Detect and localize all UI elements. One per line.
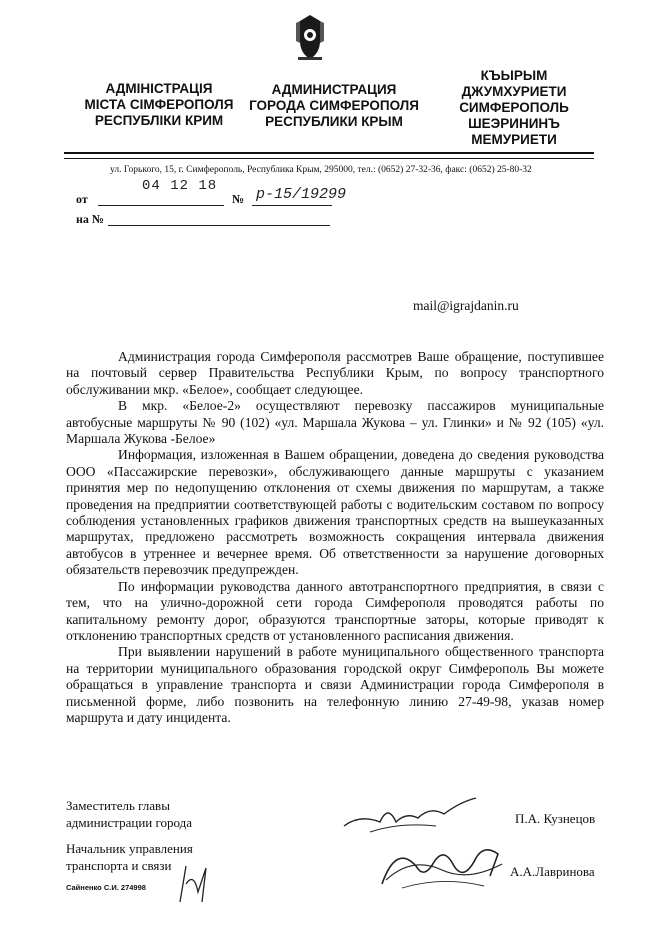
date-line (98, 205, 224, 206)
reply-to-label: на № (76, 212, 104, 226)
organization-address: ул. Горького, 15, г. Симферополь, Республика Крым, 295000, тел.: (0652) 27-32-36, факс: (0652) 25-80-32 (110, 165, 532, 175)
first-signature-image (340, 792, 480, 840)
body-paragraph: Администрация города Симферополя рассмотрев Ваше обращение, поступившее на почтовый сервер Правительства Республики Крым, по вопросу транспортного обслуживании мкр. «Белое», сообщает следующее. (66, 349, 604, 397)
header-ukrainian: АДМІНІСТРАЦІЯ МІСТА СІМФЕРОПОЛЯ РЕСПУБЛІКИ КРИМ (84, 81, 234, 128)
second-signatory-title: Начальник управления транспорта и связи (66, 841, 193, 873)
number-line (252, 205, 332, 206)
letter-number: р-15/19299 (256, 186, 347, 203)
recipient-email: mail@igrajdanin.ru (413, 298, 519, 313)
body-paragraph: По информации руководства данного автотранспортного предприятия, в связи с тем, что на улично-дорожной сети города Симферополя проводятся работы по капитальному ремонту дорог, образуются транспортные заторы, которые приводят к отклонению транспортных средств от установленного расписания движения. (66, 578, 604, 643)
number-label: № (232, 192, 245, 206)
letter-date: 04 12 18 (142, 178, 218, 194)
from-label: от (76, 192, 88, 206)
second-signature-image (372, 836, 522, 896)
crimea-coat-of-arms-icon (294, 13, 326, 65)
body-paragraph: Информация, изложенная в Вашем обращении, доведена до сведения руководства ООО «Пассажирские перевозки», обслуживающего данные маршруты с указанием принятия мер по недопущению отклонения от схемы движения по маршрутам, а также проведения на предприятии соответствующей работы с водительским составом по вопросу соблюдения установленных графиков движения транспортных средств на вышеуказанных маршрутах, предложено рассмотреть возможность сокращения интервала движения автобусов в утреннее и вечернее время. Об ответственности за нарушение договорных обязательств перевозчик предупрежден. (66, 447, 604, 578)
executor-initials-image (172, 862, 216, 906)
first-signatory-title: Заместитель главы администрации города (66, 798, 193, 830)
executor-info: Сайненко С.И. 274998 (66, 883, 146, 892)
body-paragraph: В мкр. «Белое-2» осуществляют перевозку пассажиров муниципальные автобусные маршруты № 90 (102) «ул. Маршала Жукова – ул. Глинки» и № 92 (105) «ул. Маршала Жукова -Белое» (66, 398, 604, 447)
first-signatory-name: П.А. Кузнецов (515, 811, 596, 826)
header-crimean-tatar: КЪЫРЫМ ДЖУМХУРИЕТИ СИМФЕРОПОЛЬ ШЕЭРИНИНЪ МЕМУРИЕТИ (459, 68, 569, 147)
letter-body (66, 349, 604, 726)
header-russian: АДМИНИСТРАЦИЯ ГОРОДА СИМФЕРОПОЛЯ РЕСПУБЛИКИ КРЫМ (249, 82, 419, 129)
body-paragraph: При выявлении нарушений в работе муниципального общественного транспорта на территории муниципального образования городской округ Симферополь Вы можете обращаться в управление транспорта и связи Администрации города Симферополя в письменной форме, либо позвонить на телефонную линию 27-49-98, указав номер маршрута и дату инцидента. (66, 644, 604, 725)
header-divider (64, 152, 594, 159)
second-signatory-name: А.А.Лавринова (510, 864, 595, 879)
reply-to-line (108, 225, 330, 226)
